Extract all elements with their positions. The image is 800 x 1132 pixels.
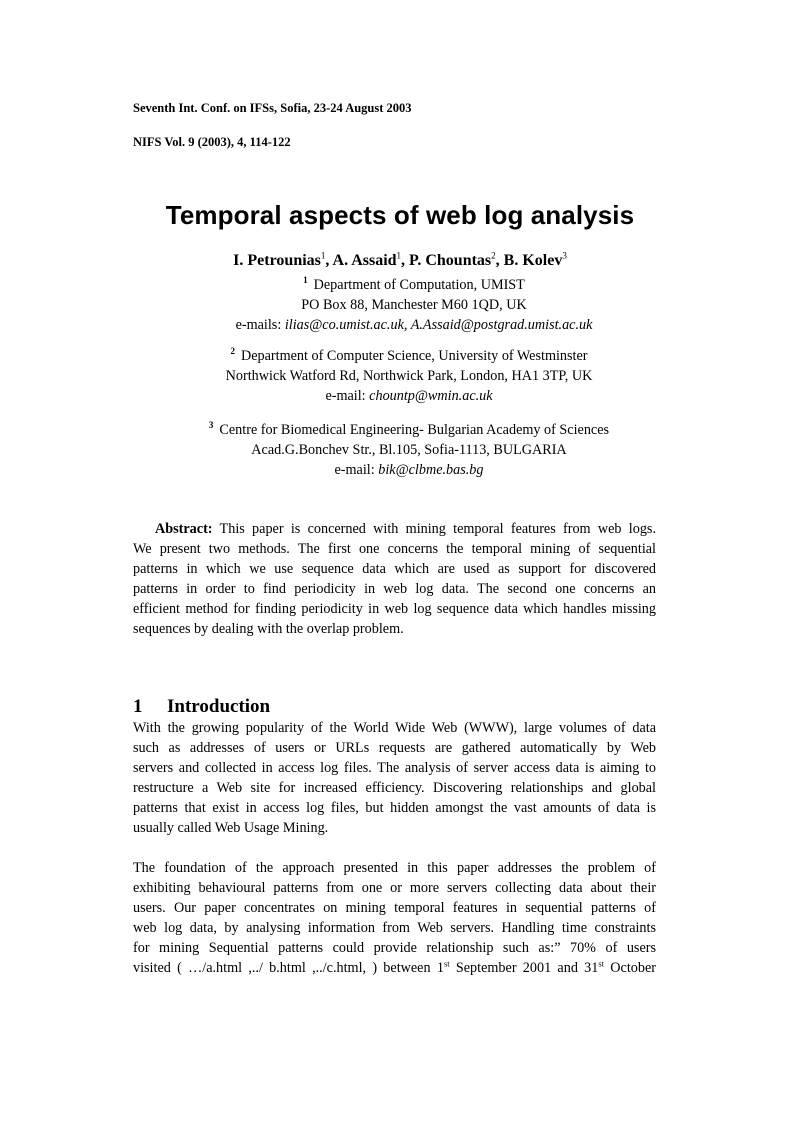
author-name: I. Petrounias <box>233 252 321 269</box>
paragraph-line: web log data, by analysing information from Web servers. Handling time constraints <box>133 920 656 936</box>
author-name: B. Kolev <box>503 252 563 269</box>
abstract-line: efficient method for finding periodicity in web log sequence data which handles missing <box>133 601 656 617</box>
section-title: Introduction <box>167 696 271 717</box>
abstract-line: patterns in which we use sequence data which are used as support for discovered <box>133 561 656 577</box>
affiliation-2 <box>9 346 800 406</box>
email-address[interactable]: chountp@wmin.ac.uk <box>369 388 493 404</box>
affiliation-mark: 1 <box>303 275 308 286</box>
affiliation-1 <box>14 275 800 335</box>
paragraph-line: patterns that exist in access log files, but hidden amongst the vast amounts of data is <box>133 800 656 816</box>
section-number: 1 <box>133 696 143 717</box>
abstract <box>133 519 656 639</box>
paragraph-line: visited ( …/a.html ,../ b.html ,../c.html, ) between 1st September 2001 and 31st October <box>133 958 657 976</box>
affiliation-3 <box>9 420 800 480</box>
author-affiliation-mark: 2 <box>491 250 496 261</box>
paper-title: Temporal aspects of web log analysis <box>165 200 635 230</box>
conference-header: Seventh Int. Conf. on IFSs, Sofia, 23-24 August 2003 <box>133 101 412 115</box>
email-label: e-mail: <box>334 462 379 478</box>
abstract-line: patterns in order to find periodicity in web log data. The second one concerns an <box>133 581 656 597</box>
author-affiliation-mark: 1 <box>320 250 326 261</box>
author-list: I. Petrounias$^1$, A. Assaid$^1$, P. Chountas$^2$, B. Kolev$^3$ <box>233 250 567 269</box>
abstract-line: sequences by dealing with the overlap problem. <box>133 621 404 637</box>
email-label: e-mails: <box>235 317 285 333</box>
abstract-line: Abstract: This paper is concerned with mining temporal features from web logs. <box>155 521 656 537</box>
paragraph-line: usually called Web Usage Mining. <box>133 820 329 836</box>
abstract-label: Abstract: <box>155 521 213 537</box>
intro-paragraph-2 <box>133 858 656 978</box>
email-address[interactable]: bik@clbme.bas.bg <box>378 462 484 478</box>
paragraph-line: exhibiting behavioural patterns from one or more servers collecting data about their <box>133 880 656 896</box>
author-affiliation-mark: 1 <box>396 250 402 261</box>
affiliation-department: Department of Computation, UMIST <box>313 277 525 293</box>
author-affiliation-mark: 3 <box>562 250 567 261</box>
paragraph-line: such as addresses of users or URLs requests are gathered automatically by Web <box>133 740 656 756</box>
paragraph-line: servers and collected in access log files. The analysis of server access data is aiming to <box>133 760 656 776</box>
affiliation-address: Acad.G.Bonchev Str., Bl.105, Sofia-1113, BULGARIA <box>251 442 567 458</box>
author-name: A. Assaid <box>332 252 397 269</box>
affiliation-department: Centre for Biomedical Engineering- Bulgarian Academy of Sciences <box>219 422 610 438</box>
paragraph-line: With the growing popularity of the World Wide Web (WWW), large volumes of data <box>133 720 656 736</box>
affiliation-address: PO Box 88, Manchester M60 1QD, UK <box>301 297 527 313</box>
journal-reference: NIFS Vol. 9 (2003), 4, 114-122 <box>133 135 291 149</box>
paragraph-line: for mining Sequential patterns could provide relationship such as:” 70% of users <box>133 940 656 956</box>
affiliation-mark: 3 <box>208 420 214 431</box>
affiliation-department: Department of Computer Science, University of Westminster <box>241 348 588 364</box>
paragraph-line: users. Our paper concentrates on mining temporal features in sequential patterns of <box>133 900 656 916</box>
email-address[interactable]: ilias@co.umist.ac.uk, A.Assaid@postgrad.umist.ac.uk <box>284 317 593 333</box>
intro-paragraph-1 <box>133 718 656 838</box>
affiliation-address: Northwick Watford Rd, Northwick Park, London, HA1 3TP, UK <box>225 368 593 384</box>
paragraph-line: restructure a Web site for increased efficiency. Discovering relationships and global <box>133 780 656 796</box>
abstract-line: We present two methods. The first one concerns the temporal mining of sequential <box>133 541 656 557</box>
paragraph-line: The foundation of the approach presented in this paper addresses the problem of <box>133 860 656 876</box>
email-label: e-mail: <box>325 388 370 404</box>
section-heading <box>133 696 270 718</box>
affiliation-mark: 2 <box>230 346 235 357</box>
author-name: P. Chountas <box>409 252 492 269</box>
